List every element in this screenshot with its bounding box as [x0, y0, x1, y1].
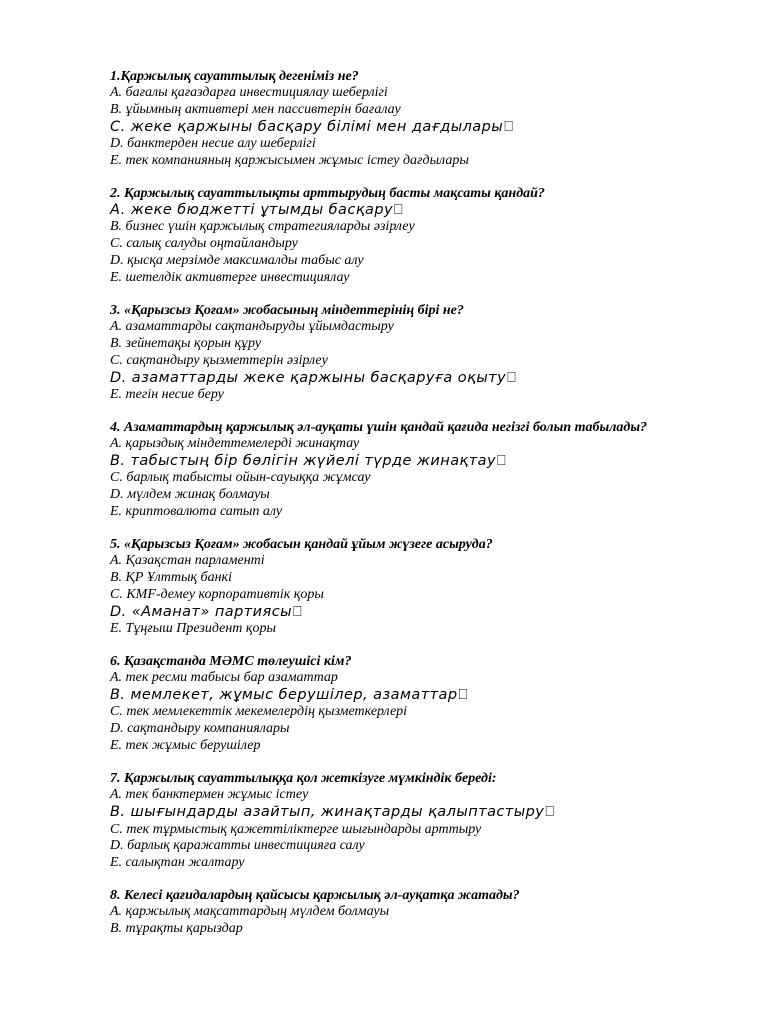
- answer-option: [110, 219, 730, 236]
- answer-option-text: A. бағалы қағаздарға инвестициялау шеберлігі: [110, 85, 388, 100]
- answer-option: [110, 587, 730, 604]
- answer-option: [110, 153, 730, 170]
- answer-option-text: B. бизнес үшін қаржылық стратегияларды әзірлеу: [110, 219, 415, 235]
- answer-option-text: D. қысқа мерзімде максималды табыс алу: [110, 253, 364, 269]
- answer-option-text: E. шетелдік активтерге инвестициялау: [110, 270, 350, 286]
- answer-option-text: C. салық салуды оңтайландыру: [110, 236, 298, 252]
- question-block: [110, 887, 730, 938]
- answer-option: [110, 136, 730, 153]
- answer-option: [110, 838, 730, 855]
- answer-option-text: C. KMF-демеу корпоративтік қоры: [110, 586, 324, 602]
- answer-option: [110, 319, 730, 336]
- answer-option-text: B. ұйымның активтері мен пассивтерін бағалау: [110, 101, 401, 117]
- answer-option-text: D. банктерден несие алу шеберлігі: [110, 136, 316, 152]
- answer-option: [110, 253, 730, 270]
- answer-option-marked: [110, 604, 730, 621]
- answer-option: [110, 336, 730, 353]
- answer-option-text: E. криптовалюта сатып алу: [110, 504, 283, 520]
- answer-option-text: B. мемлекет, жұмыс берушілер, азаматтар: [110, 687, 458, 704]
- question-block: [110, 419, 730, 521]
- answer-option: [110, 704, 730, 721]
- answer-option: [110, 270, 730, 287]
- correct-answer-marker-icon: ⎕: [507, 369, 516, 386]
- question-title: 4. Азаматтардың қаржылық әл-ауқаты үшін қандай қағида негізгі болып табылады?: [110, 420, 648, 436]
- answer-option: [110, 487, 730, 504]
- answer-option: [110, 787, 730, 804]
- answer-option: [110, 738, 730, 755]
- correct-answer-marker-icon: ⎕: [394, 202, 403, 219]
- answer-option-text: E. тек жұмыс берушілер: [110, 738, 261, 754]
- answer-option: [110, 436, 730, 453]
- answer-option-text: B. зейнетақы қорын құру: [110, 335, 262, 351]
- question-block: [110, 302, 730, 404]
- answer-option: [110, 504, 730, 521]
- answer-option-text: D. барлық қаражатты инвестицияға салу: [110, 838, 365, 854]
- answer-option-text: D. азаматтарды жеке қаржыны басқаруға оқыту: [110, 369, 507, 386]
- answer-option-marked: [110, 202, 730, 219]
- answer-option-text: A. Қазақстан парламенті: [110, 553, 265, 569]
- question-title: 5. «Қарызсыз Қоғам» жобасын қандай ұйым жүзеге асыруда?: [110, 537, 493, 553]
- correct-answer-marker-icon: ⎕: [497, 453, 506, 469]
- correct-answer-marker-icon: ⎕: [545, 804, 555, 821]
- answer-option-text: A. жеке бюджетті ұтымды басқару: [110, 202, 394, 219]
- answer-option-text: A. қаржылық мақсаттардың мүлдем болмауы: [110, 904, 390, 920]
- answer-option: [110, 570, 730, 587]
- question-title: 6. Қазақстанда МӘМС төлеушісі кім?: [110, 654, 352, 670]
- answer-option: [110, 721, 730, 738]
- answer-option-text: A. тек банктермен жұмыс істеу: [110, 787, 309, 803]
- answer-option: [110, 236, 730, 253]
- question-title: 7. Қаржылық сауаттылыққа қол жеткізуге мүмкіндік береді:: [110, 771, 497, 787]
- answer-option-marked: [110, 453, 730, 470]
- answer-option-text: C. сақтандыру қызметтерін әзірлеу: [110, 352, 328, 368]
- answer-option-text: E. тек компанияның қаржысымен жұмыс істеу дағдылары: [110, 153, 469, 169]
- answer-option: [110, 553, 730, 570]
- answer-option-marked: [110, 804, 730, 821]
- answer-option-text: C. тек тұрмыстық қажеттіліктерге шығындарды арттыру: [110, 821, 482, 837]
- answer-option-text: C. жеке қаржыны басқару білімі мен дағдылары: [110, 118, 504, 135]
- answer-option: [110, 822, 730, 839]
- answer-option-text: E. тегін несие беру: [110, 387, 224, 403]
- answer-option: [110, 387, 730, 404]
- answer-option-text: A. қарыздық міндеттемелерді жинақтау: [110, 436, 360, 452]
- answer-option: [110, 470, 730, 487]
- correct-answer-marker-icon: ⎕: [293, 603, 302, 620]
- answer-option-text: B. шығындарды азайтып, жинақтарды қалыптастыру: [110, 804, 545, 821]
- answer-option-marked: [110, 370, 730, 387]
- answer-option: [110, 670, 730, 687]
- answer-option-text: B. ҚР Ұлттық банкі: [110, 570, 232, 586]
- correct-answer-marker-icon: ⎕: [458, 687, 468, 704]
- answer-option-text: E. Тұңғыш Президент қоры: [110, 621, 276, 637]
- answer-option-marked: [110, 119, 730, 136]
- answer-option-text: D. сақтандыру компаниялары: [110, 721, 290, 737]
- answer-option: [110, 353, 730, 370]
- answer-option-text: C. тек мемлекеттік мекемелердің қызметкерлері: [110, 704, 408, 720]
- answer-option-text: B. табыстың бір бөлігін жүйелі түрде жинақтау: [110, 453, 497, 469]
- answer-option: [110, 904, 730, 921]
- answer-option: [110, 85, 730, 102]
- answer-option-text: D. «Аманат» партиясы: [110, 603, 293, 620]
- question-title: 1.Қаржылық сауаттылық дегеніміз не?: [110, 69, 359, 84]
- answer-option: [110, 855, 730, 872]
- question-title: 2. Қаржылық сауаттылықты арттырудың басты мақсаты қандай?: [110, 186, 545, 202]
- answer-option-text: A. азаматтарды сақтандыруды ұйымдастыру: [110, 319, 394, 335]
- question-block: [110, 770, 730, 872]
- answer-option: [110, 621, 730, 638]
- answer-option-text: B. тұрақты қарыздар: [110, 921, 243, 937]
- question-title: 8. Келесі қағидалардың қайсысы қаржылық әл-ауқатқа жатады?: [110, 888, 520, 904]
- answer-option-text: E. салықтан жалтару: [110, 855, 245, 871]
- question-block: [110, 185, 730, 287]
- answer-option-marked: [110, 687, 730, 704]
- answer-option: [110, 102, 730, 119]
- question-block: [110, 536, 730, 638]
- question-block: [110, 68, 730, 170]
- answer-option-text: C. барлық табысты ойын-сауыққа жұмсау: [110, 470, 371, 486]
- answer-option-text: D. мүлдем жинақ болмауы: [110, 487, 270, 503]
- question-title: 3. «Қарызсыз Қоғам» жобасының міндеттерінің бірі не?: [110, 303, 464, 319]
- answer-option: [110, 921, 730, 938]
- correct-answer-marker-icon: ⎕: [504, 118, 513, 135]
- question-block: [110, 653, 730, 755]
- answer-option-text: A. тек ресми табысы бар азаматтар: [110, 670, 338, 686]
- quiz-question-list: [110, 68, 730, 953]
